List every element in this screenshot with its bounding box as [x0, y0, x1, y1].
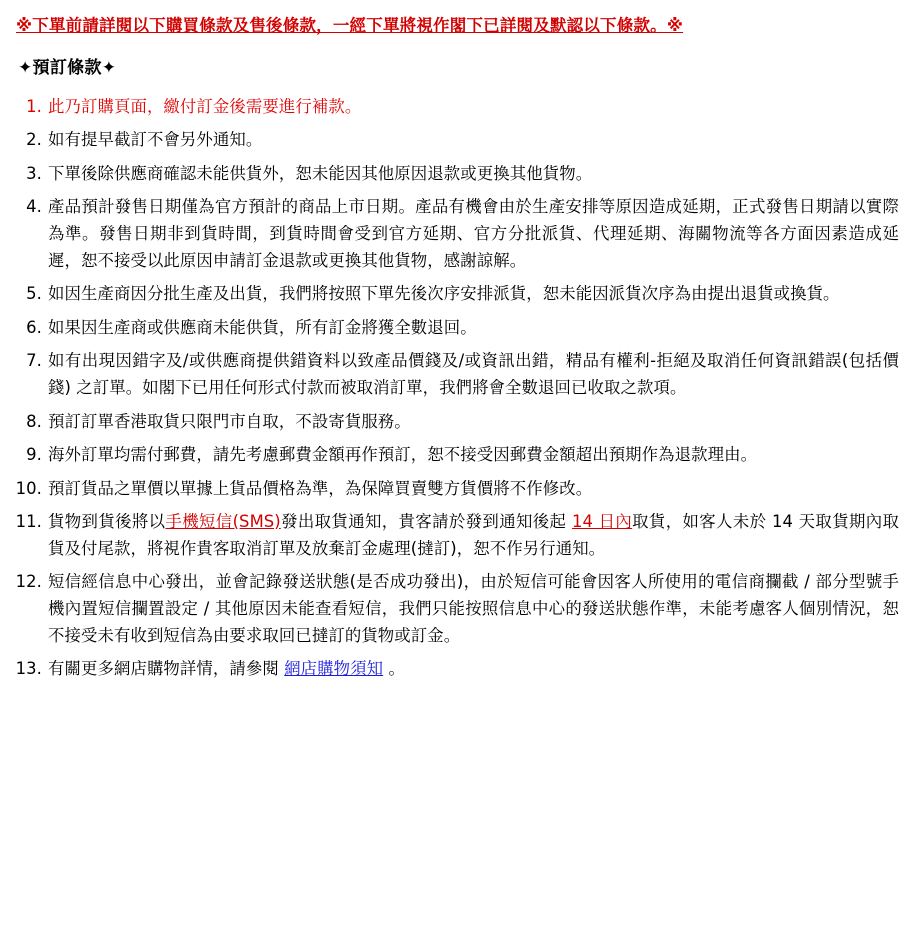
term-item	[14, 442, 899, 469]
term-text-run: 取貨，如客人未於 14 天取貨期內取貨及付尾款，將視作貴客取消訂單及放棄訂金處理(撻訂)，恕不作另行通知。	[48, 512, 900, 558]
terms-list	[14, 94, 899, 683]
emphasis-underline-red: 手機短信(SMS)	[165, 512, 281, 532]
term-text-run: 如因生產商因分批生產及出貨，我們將按照下單先後次序安排派貨，恕未能因派貨次序為由提出退貨或換貨。	[48, 284, 840, 304]
term-number: 10.	[15, 478, 42, 498]
top-warning-banner: ※下單前請詳閱以下購買條款及售後條款，一經下單將視作閣下已詳閱及默認以下條款。※	[16, 16, 684, 35]
term-text-run: 此乃訂購頁面，繳付訂金後需要進行補款。	[48, 96, 362, 116]
term-number: 13.	[15, 659, 42, 679]
shopping-guide-link[interactable]: 網店購物須知	[284, 659, 384, 679]
term-number: 9.	[26, 445, 42, 465]
term-number: 6.	[26, 317, 42, 337]
term-item	[14, 315, 899, 342]
term-text-run: 如有提早截訂不會另外通知。	[48, 130, 263, 150]
term-text	[48, 164, 592, 183]
term-text	[48, 412, 411, 431]
section-title-preorder-terms: ✦預訂條款✦	[18, 57, 117, 78]
term-number: 12.	[15, 572, 42, 592]
term-number: 7.	[26, 351, 42, 371]
term-item	[14, 94, 899, 121]
term-item	[14, 509, 899, 562]
term-item	[14, 476, 899, 503]
term-text-run: 如有出現因錯字及/或供應商提供錯資料以致產品價錢及/或資訊出錯，精品有權利-拒絕及取消任何資訊錯誤(包括價錢) 之訂單。如閣下已用任何形式付款而被取消訂單，我們將會全數退回已收取之款項。	[48, 351, 899, 397]
term-number: 3.	[26, 163, 42, 183]
term-text-run: 貨物到貨後將以	[48, 512, 166, 532]
term-text-run: 短信經信息中心發出，並會記錄發送狀態(是否成功發出)，由於短信可能會因客人所使用的電信商攔截 / 部分型號手機內置短信攔置設定 / 其他原因未能查看短信，我們只能按照信息中心的發送狀態作準，未能考慮客人個別情況，恕不接受未有收到短信為由要求取回已撻訂的貨物或訂金。	[48, 572, 899, 645]
emphasis-underline-red: 14 日內	[571, 512, 633, 532]
term-number: 11.	[15, 512, 42, 532]
term-text	[48, 479, 592, 498]
term-item	[14, 127, 899, 154]
term-text-run: 下單後除供應商確認未能供貨外，恕未能因其他原因退款或更換其他貨物。	[48, 163, 593, 183]
term-text-run: 產品預計發售日期僅為官方預計的商品上市日期。產品有機會由於生產安排等原因造成延期，正式發售日期請以實際為準。發售日期非到貨時間，到貨時間會受到官方延期、官方分批派貨、代理延期、海關物流等各方面因素造成延遲，恕不接受以此原因申請訂金退款或更換其他貨物，感謝諒解。	[48, 197, 899, 270]
term-item	[14, 348, 899, 401]
term-item	[14, 409, 899, 436]
term-item	[14, 656, 899, 683]
term-text-run: 預訂貨品之單價以單據上貨品價格為準，為保障買賣雙方貨價將不作修改。	[48, 478, 593, 498]
term-item	[14, 281, 899, 308]
term-text-run: 海外訂單均需付郵費，請先考慮郵費金額再作預訂，恕不接受因郵費金額超出預期作為退款理由。	[48, 445, 758, 465]
term-text-run: 發出取貨通知，貴客請於發到通知後起	[280, 512, 572, 532]
term-text	[48, 130, 262, 149]
term-number: 8.	[26, 411, 42, 431]
term-text-run: 如果因生產商或供應商未能供貨，所有訂金將獲全數退回。	[48, 317, 477, 337]
term-number: 5.	[26, 284, 42, 304]
term-text	[48, 445, 757, 464]
term-text	[48, 659, 405, 678]
term-text	[48, 284, 840, 303]
term-text-run: 有關更多網店購物詳情，請參閱	[48, 659, 285, 679]
term-item	[14, 569, 899, 649]
term-item	[14, 161, 899, 188]
term-text-run: 預訂訂單香港取貨只限門市自取，不設寄貨服務。	[48, 411, 411, 431]
term-text	[48, 572, 899, 644]
term-text	[48, 97, 361, 116]
term-number: 2.	[26, 130, 42, 150]
term-text	[48, 351, 899, 397]
term-item	[14, 194, 899, 274]
term-number: 4.	[26, 197, 42, 217]
term-text-run: 。	[383, 659, 405, 679]
term-text	[48, 512, 899, 558]
term-number: 1.	[26, 96, 42, 116]
term-text	[48, 197, 899, 269]
term-text	[48, 318, 477, 337]
